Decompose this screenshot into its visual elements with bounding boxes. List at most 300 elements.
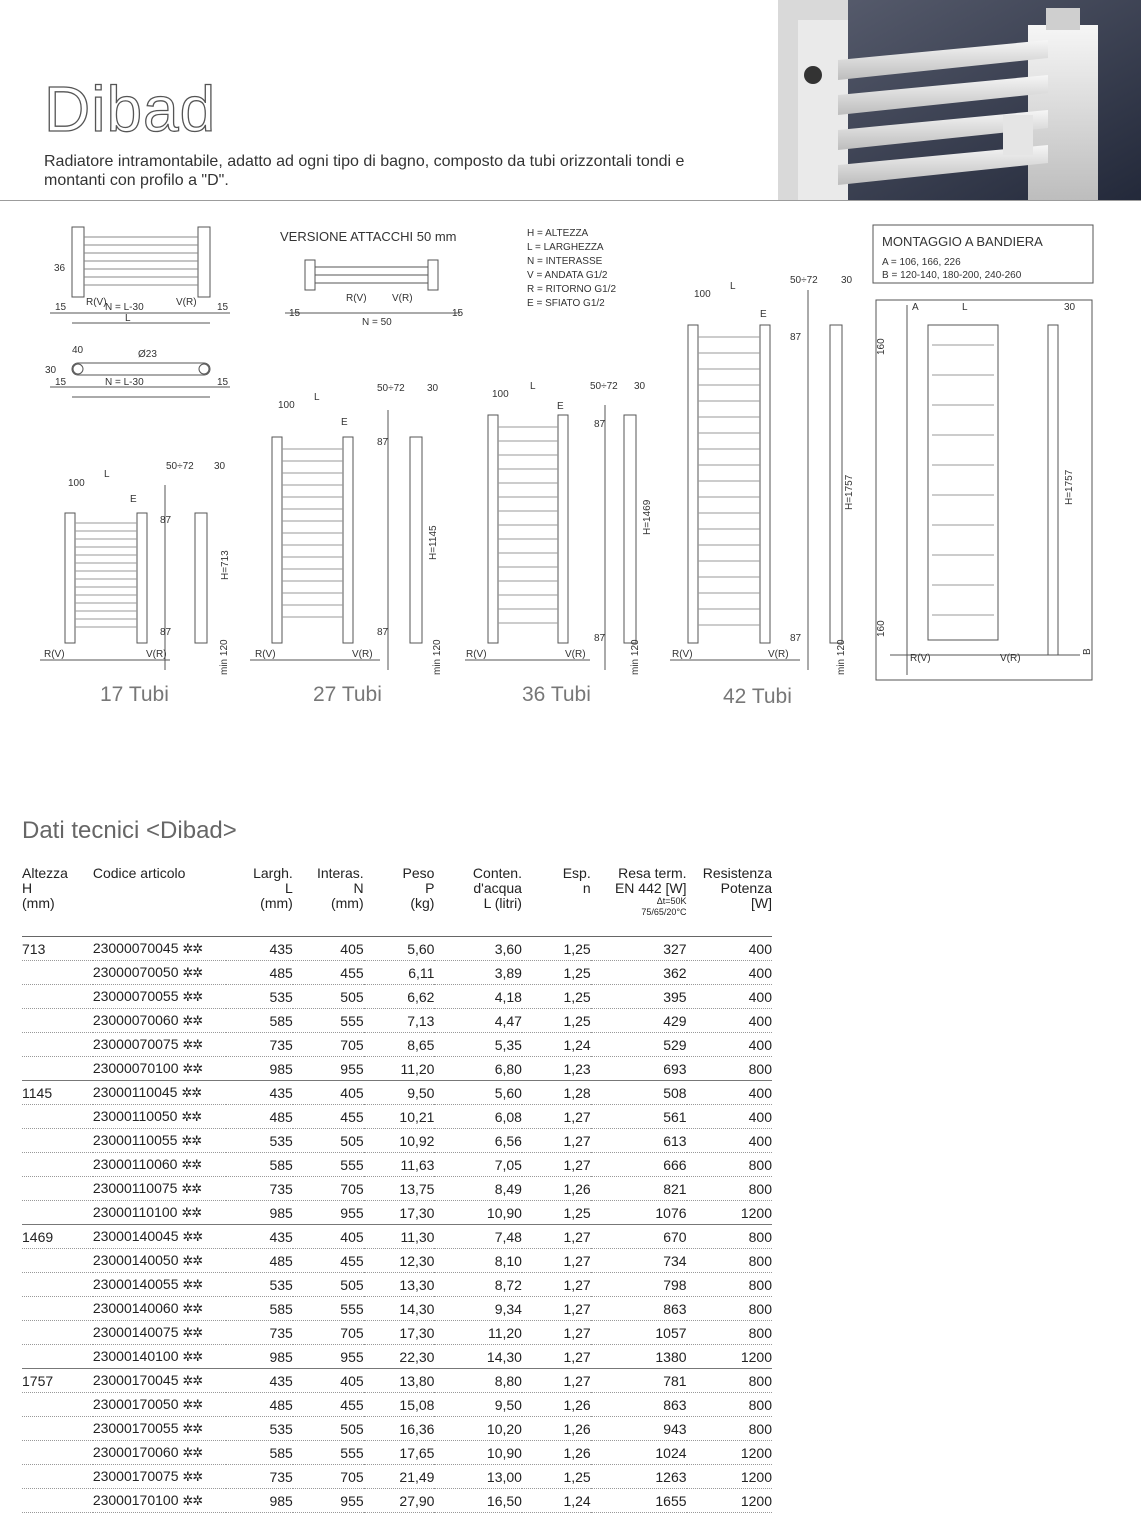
cell-value: 1057 — [591, 1321, 687, 1345]
cell-altezza — [22, 1393, 93, 1417]
cell-value: 12,30 — [364, 1249, 435, 1273]
cell-value: 555 — [293, 1297, 364, 1321]
cell-value: 5,60 — [434, 1081, 522, 1105]
dim-15-top-left: 15 — [55, 377, 67, 388]
table-row — [22, 985, 772, 1009]
cell-value: 705 — [293, 1033, 364, 1057]
table-row — [22, 1177, 772, 1201]
cell-value: 13,00 — [434, 1465, 522, 1489]
cell-value: 400 — [687, 1105, 772, 1129]
cell-value: 8,10 — [434, 1249, 522, 1273]
cell-value: 485 — [226, 1249, 293, 1273]
spec-table — [22, 866, 772, 1513]
cell-value: 9,50 — [364, 1081, 435, 1105]
dim-100-36: 100 — [492, 389, 509, 400]
tech-data-title: Dati tecnici <Dibad> — [22, 817, 237, 844]
cell-value: 985 — [226, 1489, 293, 1513]
cell-value: 6,11 — [364, 961, 435, 985]
article-code: 23000170050 — [92, 1396, 179, 1412]
cell-value: 1,27 — [522, 1321, 591, 1345]
label-e-17: E — [130, 494, 137, 505]
dim-50-72-27: 50÷72 — [377, 383, 405, 394]
mounting-box — [882, 234, 1043, 281]
label-rv-mount: R(V) — [910, 653, 931, 664]
dim-36: 36 — [54, 263, 66, 274]
cell-value: 505 — [293, 1417, 364, 1441]
cell-value: 14,30 — [364, 1297, 435, 1321]
cell-altezza: 1145 — [22, 1081, 93, 1105]
cell-value: 435 — [226, 1225, 293, 1249]
cell-value: 800 — [687, 1393, 772, 1417]
stars-mark: ✲✲ — [181, 1157, 202, 1172]
cell-value: 4,18 — [434, 985, 522, 1009]
cell-altezza — [22, 1345, 93, 1369]
cell-altezza: 1757 — [22, 1369, 93, 1393]
cell-value: 327 — [591, 937, 687, 961]
cell-value: 561 — [591, 1105, 687, 1129]
cell-value: 400 — [687, 937, 772, 961]
cell-value: 1,26 — [522, 1393, 591, 1417]
cell-value: 11,20 — [434, 1321, 522, 1345]
article-code: 23000140060 — [92, 1300, 179, 1316]
cell-codice — [93, 1009, 226, 1033]
article-code: 23000140100 — [92, 1348, 179, 1364]
stars-mark: ✲✲ — [182, 1277, 203, 1292]
dim-h-42: H=1757 — [844, 474, 855, 510]
table-row — [22, 1369, 772, 1393]
article-code: 23000110055 — [92, 1132, 178, 1148]
cell-altezza — [22, 1417, 93, 1441]
article-code: 23000140055 — [92, 1276, 179, 1292]
cell-value: 6,08 — [434, 1105, 522, 1129]
cell-value: 455 — [293, 1105, 364, 1129]
svg-text:N = INTERASSE: N = INTERASSE — [527, 256, 603, 267]
cell-altezza — [22, 1105, 93, 1129]
cell-value: 6,80 — [434, 1057, 522, 1081]
cell-value: 6,56 — [434, 1129, 522, 1153]
cell-value: 9,50 — [434, 1393, 522, 1417]
cell-value: 405 — [293, 1081, 364, 1105]
radiator-17-drawing — [40, 485, 207, 670]
table-row — [22, 1225, 772, 1249]
cell-value: 10,90 — [434, 1441, 522, 1465]
svg-text:A = 106, 166, 226: A = 106, 166, 226 — [882, 257, 961, 268]
cell-value: 1,24 — [522, 1033, 591, 1057]
label-vr-50: V(R) — [392, 293, 413, 304]
label-rv-50: R(V) — [346, 293, 367, 304]
dim-100-17: 100 — [68, 478, 85, 489]
cell-altezza — [22, 1465, 93, 1489]
cell-value: 17,65 — [364, 1441, 435, 1465]
cell-value: 535 — [226, 1417, 293, 1441]
cell-value: 455 — [293, 1249, 364, 1273]
cell-altezza — [22, 1153, 93, 1177]
stars-mark: ✲✲ — [182, 1301, 203, 1316]
label-vr-top: V(R) — [176, 297, 197, 308]
cell-value: 863 — [591, 1297, 687, 1321]
cell-value: 800 — [687, 1273, 772, 1297]
cell-value: 585 — [226, 1009, 293, 1033]
dim-160-top: 160 — [876, 338, 887, 355]
cell-value: 1,27 — [522, 1369, 591, 1393]
stars-mark: ✲✲ — [182, 1397, 203, 1412]
svg-text:E = SFIATO G1/2: E = SFIATO G1/2 — [527, 298, 605, 309]
cell-value: 735 — [226, 1465, 293, 1489]
stars-mark: ✲✲ — [181, 1109, 202, 1124]
dim-87-42a: 87 — [790, 332, 802, 343]
cell-value: 1200 — [687, 1345, 772, 1369]
cell-codice — [93, 1153, 226, 1177]
cell-value: 11,20 — [364, 1057, 435, 1081]
cell-altezza — [22, 1033, 93, 1057]
cell-value: 435 — [226, 1081, 293, 1105]
dim-l-27: L — [314, 392, 320, 403]
cell-altezza — [22, 1273, 93, 1297]
cell-value: 10,21 — [364, 1105, 435, 1129]
cell-codice — [93, 1177, 226, 1201]
flag-mount-drawing — [873, 225, 1093, 680]
cell-value: 505 — [293, 1129, 364, 1153]
stars-mark: ✲✲ — [181, 1181, 202, 1196]
article-code: 23000070055 — [92, 988, 179, 1004]
cell-value: 705 — [293, 1177, 364, 1201]
cell-value: 10,90 — [434, 1201, 522, 1225]
dim-l-17: L — [104, 469, 110, 480]
cell-codice — [93, 1129, 226, 1153]
cell-codice — [93, 1489, 226, 1513]
table-row — [22, 1081, 772, 1105]
cell-value: 10,20 — [434, 1417, 522, 1441]
dim-n50: N = 50 — [362, 317, 392, 328]
dim-h-mount: H=1757 — [1064, 469, 1075, 505]
cell-value: 405 — [293, 937, 364, 961]
cell-value: 400 — [687, 1081, 772, 1105]
cell-value: 485 — [226, 961, 293, 985]
cell-value: 400 — [687, 961, 772, 985]
cell-value: 13,75 — [364, 1177, 435, 1201]
cell-value: 705 — [293, 1465, 364, 1489]
stars-mark: ✲✲ — [182, 941, 203, 956]
cell-value: 405 — [293, 1369, 364, 1393]
label-rv-42: R(V) — [672, 649, 693, 660]
stars-mark: ✲✲ — [182, 1421, 203, 1436]
article-code: 23000110050 — [92, 1108, 178, 1124]
dim-87-36b: 87 — [594, 633, 606, 644]
cell-codice — [93, 1465, 226, 1489]
table-row — [22, 1201, 772, 1225]
cell-value: 1200 — [687, 1489, 772, 1513]
article-code: 23000140045 — [92, 1228, 179, 1244]
cell-value: 400 — [687, 1033, 772, 1057]
cell-value: 1200 — [687, 1465, 772, 1489]
stars-mark: ✲✲ — [182, 1037, 203, 1052]
label-vr-mount: V(R) — [1000, 653, 1021, 664]
svg-text:L = LARGHEZZA: L = LARGHEZZA — [527, 242, 604, 253]
stars-mark: ✲✲ — [182, 1325, 203, 1340]
article-code: 23000170060 — [92, 1444, 179, 1460]
stars-mark: ✲✲ — [182, 1493, 203, 1508]
cell-value: 1,26 — [522, 1441, 591, 1465]
cell-value: 1024 — [591, 1441, 687, 1465]
label-rv-27: R(V) — [255, 649, 276, 660]
cell-value: 15,08 — [364, 1393, 435, 1417]
cell-codice — [93, 961, 226, 985]
dim-160-bottom: 160 — [876, 620, 887, 637]
cell-codice — [93, 1417, 226, 1441]
cell-codice — [93, 1321, 226, 1345]
table-row — [22, 1297, 772, 1321]
cell-altezza — [22, 1009, 93, 1033]
cell-altezza — [22, 1249, 93, 1273]
cell-value: 395 — [591, 985, 687, 1009]
article-code: 23000140050 — [92, 1252, 179, 1268]
cell-value: 10,92 — [364, 1129, 435, 1153]
cell-value: 17,30 — [364, 1201, 435, 1225]
cell-value: 27,90 — [364, 1489, 435, 1513]
article-code: 23000110045 — [92, 1084, 178, 1100]
caption-17: 17 Tubi — [100, 683, 169, 706]
cell-value: 735 — [226, 1321, 293, 1345]
cell-value: 800 — [687, 1297, 772, 1321]
cell-value: 11,63 — [364, 1153, 435, 1177]
table-row — [22, 1441, 772, 1465]
cell-value: 1,25 — [522, 1465, 591, 1489]
cell-value: 1,28 — [522, 1081, 591, 1105]
cell-value: 5,60 — [364, 937, 435, 961]
stars-mark: ✲✲ — [182, 965, 203, 980]
stars-mark: ✲✲ — [181, 1085, 202, 1100]
article-code: 23000110100 — [92, 1204, 178, 1220]
label-rv-36: R(V) — [466, 649, 487, 660]
dim-50-72-42: 50÷72 — [790, 275, 818, 286]
cell-value: 1200 — [687, 1441, 772, 1465]
dim-30-27: 30 — [427, 383, 439, 394]
table-row — [22, 1321, 772, 1345]
cell-value: 985 — [226, 1057, 293, 1081]
cell-value: 429 — [591, 1009, 687, 1033]
cell-value: 821 — [591, 1177, 687, 1201]
dim-a: A — [912, 302, 919, 313]
table-row — [22, 1105, 772, 1129]
dim-h-17: H=713 — [220, 550, 231, 580]
dim-30-mount: 30 — [1064, 302, 1076, 313]
cell-value: 535 — [226, 985, 293, 1009]
article-code: 23000070075 — [92, 1036, 179, 1052]
page-title: Dibad — [44, 73, 217, 145]
dim-h-27: H=1145 — [428, 525, 439, 560]
cell-value: 1,25 — [522, 937, 591, 961]
cell-codice — [93, 1345, 226, 1369]
cell-value: 666 — [591, 1153, 687, 1177]
table-header: Altezza H (mm) Codice articolo Largh. L (mm) Interas. N (mm) Peso P (kg) Conten. d'acqua L (litri) Esp. n Resa term. EN 442 [W] Δt=50K 75/65/20°C Resistenza Potenza [W] — [22, 866, 772, 937]
product-description: Radiatore intramontabile, adatto ad ogni tipo di bagno, composto da tubi orizzontali tondi e montanti con profilo a "D". — [44, 153, 685, 189]
cell-value: 613 — [591, 1129, 687, 1153]
cell-codice — [93, 1105, 226, 1129]
stars-mark: ✲✲ — [182, 1229, 203, 1244]
cell-value: 435 — [226, 937, 293, 961]
table-row — [22, 1057, 772, 1081]
dim-n2: N = L-30 — [105, 377, 144, 388]
dim-n: N = L-30 — [105, 302, 144, 313]
svg-text:B = 120-140, 180-200, 240-26: B = 120-140, 180-200, 240-260 — [882, 270, 1022, 281]
table-row — [22, 1489, 772, 1513]
cell-value: 1200 — [687, 1201, 772, 1225]
dim-15-top-right: 15 — [217, 377, 229, 388]
dim-87-36a: 87 — [594, 419, 606, 430]
cell-value: 455 — [293, 961, 364, 985]
cell-altezza — [22, 1441, 93, 1465]
cell-value: 3,60 — [434, 937, 522, 961]
cell-value: 800 — [687, 1177, 772, 1201]
cell-value: 1,27 — [522, 1105, 591, 1129]
cell-codice — [93, 1297, 226, 1321]
dim-l-42: L — [730, 281, 736, 292]
label-vr-17: V(R) — [146, 649, 167, 660]
dim-50-72-36: 50÷72 — [590, 381, 618, 392]
cell-codice — [93, 1393, 226, 1417]
cell-value: 485 — [226, 1105, 293, 1129]
cell-codice — [93, 1057, 226, 1081]
article-code: 23000170075 — [92, 1468, 179, 1484]
cell-value: 508 — [591, 1081, 687, 1105]
dim-15-left: 15 — [55, 302, 67, 313]
cell-value: 400 — [687, 1009, 772, 1033]
cell-value: 13,80 — [364, 1369, 435, 1393]
cell-value: 8,80 — [434, 1369, 522, 1393]
cell-altezza — [22, 1201, 93, 1225]
stars-mark: ✲✲ — [182, 1349, 203, 1364]
cell-value: 13,30 — [364, 1273, 435, 1297]
cell-codice — [93, 1225, 226, 1249]
cell-value: 1,27 — [522, 1273, 591, 1297]
table-row — [22, 1345, 772, 1369]
technical-drawings — [0, 205, 1141, 735]
article-code: 23000170045 — [92, 1372, 179, 1388]
cell-value: 1380 — [591, 1345, 687, 1369]
cell-value: 400 — [687, 985, 772, 1009]
svg-text:H = ALTEZZA: H = ALTEZZA — [527, 228, 589, 239]
cell-value: 16,36 — [364, 1417, 435, 1441]
stars-mark: ✲✲ — [182, 1469, 203, 1484]
header-divider — [0, 200, 1141, 201]
cell-codice — [93, 1273, 226, 1297]
dim-l-36: L — [530, 381, 536, 392]
cell-value: 1,25 — [522, 985, 591, 1009]
cell-value: 800 — [687, 1249, 772, 1273]
dim-30-side: 30 — [45, 365, 57, 376]
cell-value: 1655 — [591, 1489, 687, 1513]
label-e-36: E — [557, 401, 564, 412]
dim-87-27b: 87 — [377, 627, 389, 638]
cell-value: 735 — [226, 1033, 293, 1057]
cell-altezza — [22, 985, 93, 1009]
cell-value: 1,27 — [522, 1345, 591, 1369]
cell-value: 734 — [591, 1249, 687, 1273]
table-row — [22, 1249, 772, 1273]
cell-value: 555 — [293, 1441, 364, 1465]
cell-value: 705 — [293, 1321, 364, 1345]
cell-altezza: 1469 — [22, 1225, 93, 1249]
cell-altezza — [22, 961, 93, 985]
cell-value: 435 — [226, 1369, 293, 1393]
dim-87-17b: 87 — [160, 627, 172, 638]
cell-value: 800 — [687, 1153, 772, 1177]
article-code: 23000110075 — [92, 1180, 178, 1196]
stars-mark: ✲✲ — [181, 1205, 202, 1220]
cell-value: 800 — [687, 1369, 772, 1393]
cell-altezza — [22, 1489, 93, 1513]
version-title: VERSIONE ATTACCHI 50 mm — [280, 229, 457, 244]
dim-87-27a: 87 — [377, 437, 389, 448]
cell-value: 798 — [591, 1273, 687, 1297]
article-code: 23000070060 — [92, 1012, 179, 1028]
cell-value: 1,24 — [522, 1489, 591, 1513]
dim-30-42: 30 — [841, 275, 853, 286]
label-rv-17: R(V) — [44, 649, 65, 660]
radiator-42-drawing — [670, 290, 842, 670]
cell-value: 9,34 — [434, 1297, 522, 1321]
legend — [527, 228, 616, 309]
dim-d23: Ø23 — [138, 349, 157, 360]
cell-value: 455 — [293, 1393, 364, 1417]
article-code: 23000110060 — [92, 1156, 178, 1172]
stars-mark: ✲✲ — [182, 1253, 203, 1268]
cell-value: 800 — [687, 1057, 772, 1081]
cell-value: 985 — [226, 1201, 293, 1225]
cell-value: 1263 — [591, 1465, 687, 1489]
stars-mark: ✲✲ — [181, 1133, 202, 1148]
table-row — [22, 1033, 772, 1057]
cell-value: 955 — [293, 1201, 364, 1225]
cell-altezza — [22, 1129, 93, 1153]
cell-altezza — [22, 1057, 93, 1081]
cell-value: 22,30 — [364, 1345, 435, 1369]
cell-value: 1,25 — [522, 1201, 591, 1225]
cell-value: 17,30 — [364, 1321, 435, 1345]
cell-value: 1,25 — [522, 1009, 591, 1033]
label-vr-36: V(R) — [565, 649, 586, 660]
cell-value: 7,13 — [364, 1009, 435, 1033]
cell-value: 781 — [591, 1369, 687, 1393]
cell-value: 5,35 — [434, 1033, 522, 1057]
cell-altezza: 713 — [22, 937, 93, 961]
cell-value: 16,50 — [434, 1489, 522, 1513]
cell-value: 505 — [293, 985, 364, 1009]
cell-value: 1,27 — [522, 1225, 591, 1249]
cell-value: 943 — [591, 1417, 687, 1441]
cell-codice — [93, 1249, 226, 1273]
cell-value: 555 — [293, 1009, 364, 1033]
cell-value: 14,30 — [434, 1345, 522, 1369]
stars-mark: ✲✲ — [182, 1445, 203, 1460]
svg-text:MONTAGGIO A BANDIERA: MONTAGGIO A BANDIERA — [882, 234, 1043, 249]
table-row — [22, 1417, 772, 1441]
svg-text:R = RITORNO G1/2: R = RITORNO G1/2 — [527, 284, 617, 295]
cell-value: 21,49 — [364, 1465, 435, 1489]
cell-value: 8,49 — [434, 1177, 522, 1201]
cell-altezza — [22, 1297, 93, 1321]
cell-value: 535 — [226, 1273, 293, 1297]
cell-value: 529 — [591, 1033, 687, 1057]
cell-value: 1,27 — [522, 1297, 591, 1321]
cell-value: 1,23 — [522, 1057, 591, 1081]
cell-codice — [93, 1369, 226, 1393]
table-row — [22, 1393, 772, 1417]
cell-value: 585 — [226, 1441, 293, 1465]
cell-codice — [93, 1033, 226, 1057]
cell-value: 955 — [293, 1489, 364, 1513]
cell-value: 585 — [226, 1297, 293, 1321]
